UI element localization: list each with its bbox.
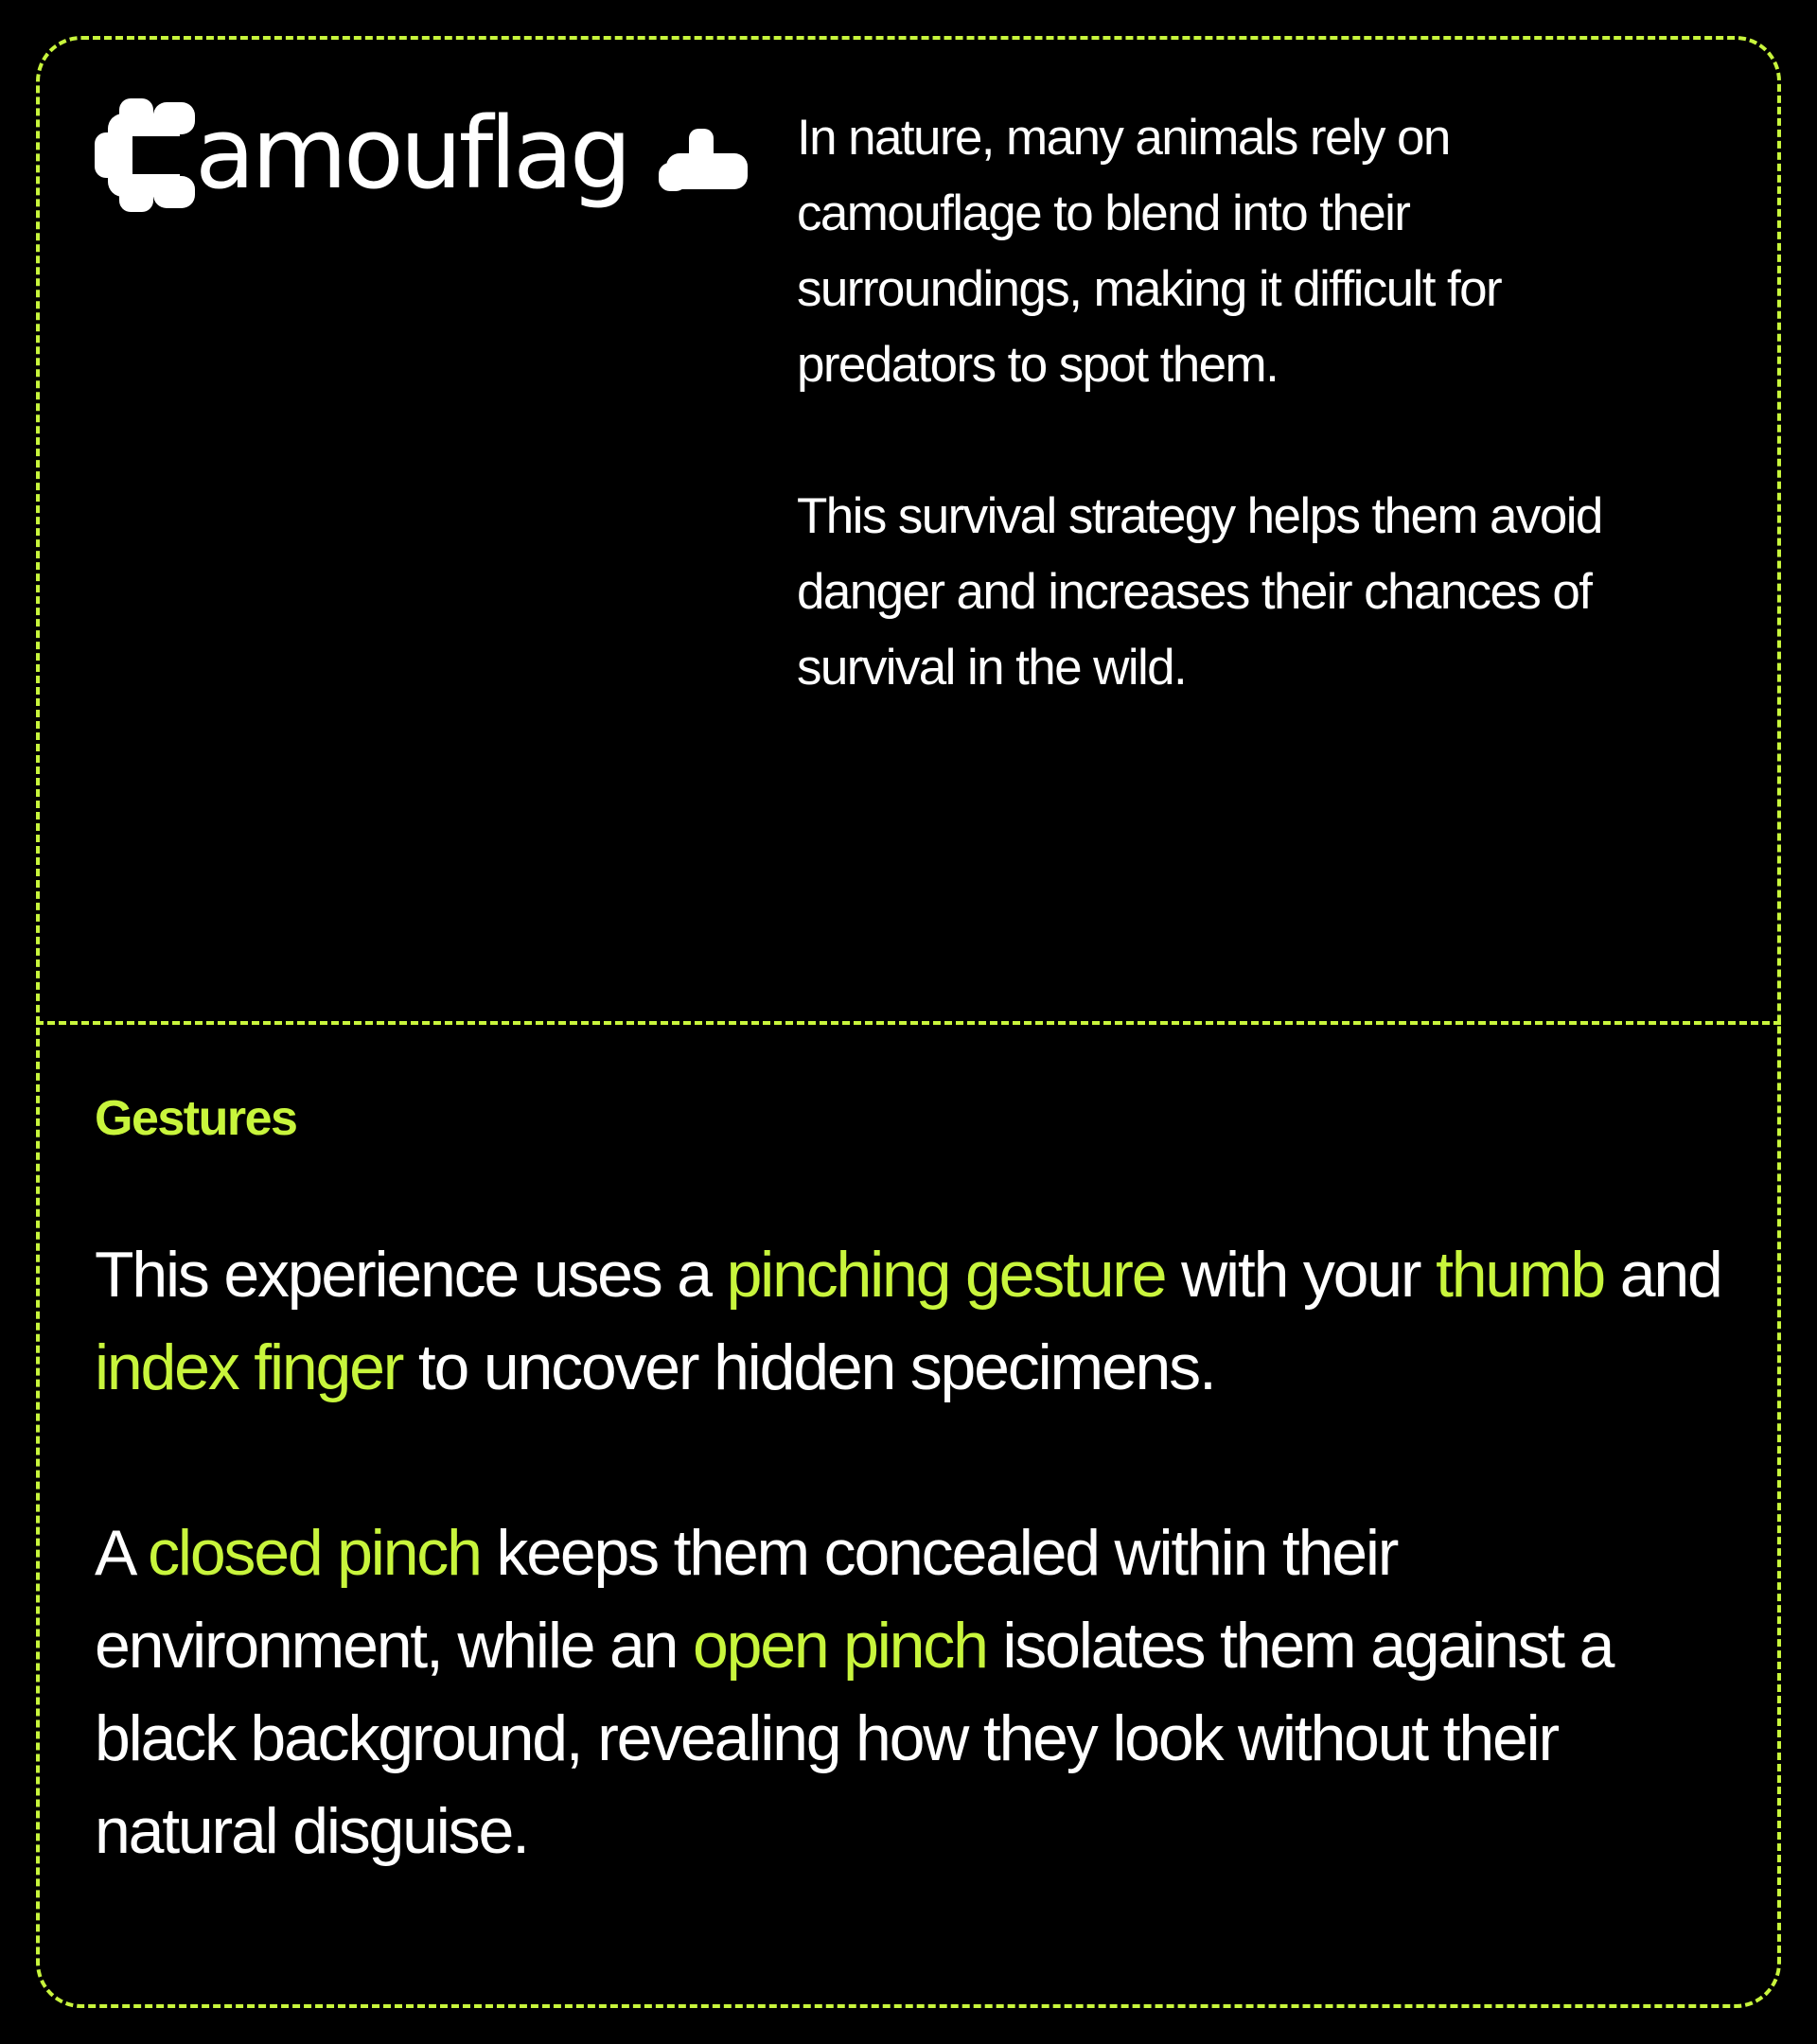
highlight-closed-pinch: closed pinch bbox=[148, 1517, 481, 1589]
intro-paragraph-2: This survival strategy helps them avoid danger and increases their chances of survival in the wild. bbox=[797, 488, 1602, 696]
text-segment: A bbox=[95, 1517, 149, 1589]
text-segment: to uncover hidden specimens. bbox=[402, 1331, 1215, 1403]
gestures-paragraph-1 bbox=[95, 1228, 1741, 1414]
svg-text:amouflag: amouflag bbox=[195, 96, 628, 211]
highlight-open-pinch: open pinch bbox=[692, 1610, 987, 1682]
highlight-index-finger: index finger bbox=[95, 1331, 403, 1403]
gestures-text bbox=[95, 1228, 1741, 1877]
highlight-pinching-gesture: pinching gesture bbox=[726, 1239, 1166, 1311]
intro-text bbox=[797, 100, 1649, 706]
text-segment: isolates them against a black background, revealing how they look without their natural disguise. bbox=[95, 1610, 1614, 1867]
text-segment: This experience uses a bbox=[95, 1239, 727, 1311]
highlight-thumb: thumb bbox=[1436, 1239, 1605, 1311]
gestures-heading: Gestures bbox=[95, 1091, 297, 1146]
text-segment: with your bbox=[1165, 1239, 1437, 1311]
text-segment: keeps them concealed within their environment, while an bbox=[95, 1517, 1398, 1682]
camouflage-logo bbox=[95, 93, 748, 218]
intro-paragraph-1: In nature, many animals rely on camouflage to blend into their surroundings, making it difficult for predators to spot them. bbox=[797, 110, 1502, 393]
text-segment: and bbox=[1604, 1239, 1721, 1311]
section-divider bbox=[36, 1021, 1781, 1025]
gestures-paragraph-2 bbox=[95, 1507, 1741, 1877]
